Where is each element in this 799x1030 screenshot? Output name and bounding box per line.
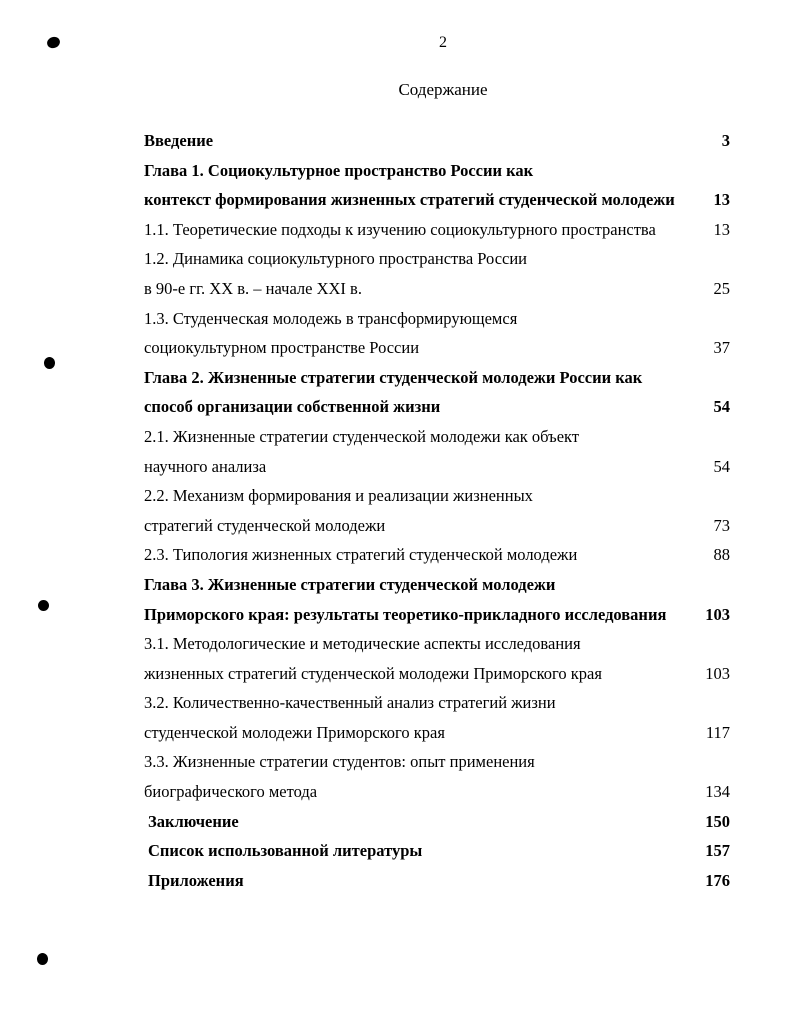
- toc-entry: [144, 422, 744, 452]
- toc-entry-title: студенческой молодежи Приморского края: [144, 722, 445, 742]
- toc-entry: [144, 452, 744, 482]
- toc-entry-title: 2.1. Жизненные стратегии студенческой молодежи как объект: [144, 426, 580, 446]
- toc-entry-page: 88: [713, 545, 730, 565]
- toc-entry-title: в 90-е гг. XX в. – начале XXI в.: [144, 278, 362, 298]
- toc-entry-title: Глава 1. Социокультурное пространство России как: [144, 160, 534, 180]
- ink-blot-mark: [37, 953, 48, 965]
- toc-entry-title: социокультурном пространстве России: [144, 338, 420, 358]
- toc-entry: [144, 156, 744, 186]
- toc-entry-page: 176: [705, 870, 730, 890]
- toc-entry-title: Введение: [144, 131, 214, 150]
- toc-entry-page: 13: [713, 219, 730, 239]
- toc-entry-title: биографического метода: [144, 782, 318, 802]
- toc-entry-title: 3.2. Количественно-качественный анализ стратегий жизни: [144, 693, 556, 713]
- toc-entry-page: 73: [713, 515, 730, 535]
- toc-entry: [144, 570, 744, 600]
- toc-entry-page: 3: [721, 131, 730, 150]
- toc-entry: [144, 244, 744, 274]
- toc-entry: [144, 777, 744, 807]
- toc-entry: [144, 600, 744, 630]
- toc-entry-page: 103: [705, 604, 730, 624]
- toc-entry-title: Глава 2. Жизненные стратегии студенческой молодежи России как: [144, 367, 643, 387]
- toc-entry: [144, 481, 744, 511]
- toc-entry: [144, 659, 744, 689]
- toc-entry-page: 150: [705, 811, 730, 831]
- toc-entry: [144, 511, 744, 541]
- toc-entry: [144, 126, 744, 156]
- toc-entry: [144, 215, 744, 245]
- toc-entry-page: 103: [705, 663, 730, 683]
- table-of-contents: [144, 126, 744, 895]
- toc-entry-page: 13: [713, 190, 730, 210]
- toc-entry-page: 157: [705, 841, 730, 861]
- toc-entry: [144, 392, 744, 422]
- toc-entry-title: научного анализа: [144, 456, 267, 476]
- toc-entry-title: 2.3. Типология жизненных стратегий студенческой молодежи: [144, 545, 578, 565]
- toc-entry: [144, 540, 744, 570]
- toc-entry-title: стратегий студенческой молодежи: [144, 515, 386, 535]
- toc-entry-title: 1.3. Студенческая молодежь в трансформирующемся: [144, 308, 518, 328]
- toc-entry: [144, 274, 744, 304]
- toc-entry-title: 3.1. Методологические и методические аспекты исследования: [144, 634, 581, 654]
- toc-entry-page: 37: [713, 338, 730, 358]
- toc-title: Содержание: [398, 80, 488, 99]
- toc-entry-title: 1.2. Динамика социокультурного пространства России: [144, 249, 527, 269]
- toc-entry-title: контекст формирования жизненных стратегий студенческой молодежи: [144, 190, 675, 210]
- toc-entry-title: Глава 3. Жизненные стратегии студенческой молодежи: [144, 574, 556, 594]
- toc-entry-title: 2.2. Механизм формирования и реализации жизненных: [144, 486, 533, 506]
- toc-entry-title: Список использованной литературы: [148, 841, 423, 861]
- toc-entry-title: Приморского края: результаты теоретико-прикладного исследования: [144, 604, 667, 624]
- toc-entry-page: 54: [713, 397, 730, 417]
- toc-entry: [144, 304, 744, 334]
- toc-entry: [144, 363, 744, 393]
- toc-entry-title: Заключение: [148, 811, 239, 831]
- toc-entry: [144, 629, 744, 659]
- toc-entry: [144, 866, 744, 896]
- toc-entry-page: 25: [713, 278, 730, 298]
- toc-entry: [144, 688, 744, 718]
- page-number: 2: [439, 34, 447, 51]
- toc-entry: [144, 718, 744, 748]
- toc-entry-title: 3.3. Жизненные стратегии студентов: опыт применения: [144, 752, 535, 772]
- ink-blot-mark: [44, 357, 55, 369]
- toc-entry: [144, 333, 744, 363]
- ink-blot-mark: [38, 600, 49, 611]
- toc-entry-title: жизненных стратегий студенческой молодежи Приморского края: [144, 663, 602, 683]
- toc-entry-title: 1.1. Теоретические подходы к изучению социокультурного пространства: [144, 219, 656, 239]
- toc-entry-title: способ организации собственной жизни: [144, 397, 441, 417]
- toc-entry-page: 117: [705, 722, 730, 742]
- toc-entry-title: Приложения: [148, 870, 244, 890]
- toc-entry: [144, 807, 744, 837]
- toc-entry: [144, 836, 744, 866]
- toc-entry-page: 134: [705, 782, 730, 802]
- toc-entry: [144, 185, 744, 215]
- toc-entry: [144, 747, 744, 777]
- toc-entry-page: 54: [713, 456, 730, 476]
